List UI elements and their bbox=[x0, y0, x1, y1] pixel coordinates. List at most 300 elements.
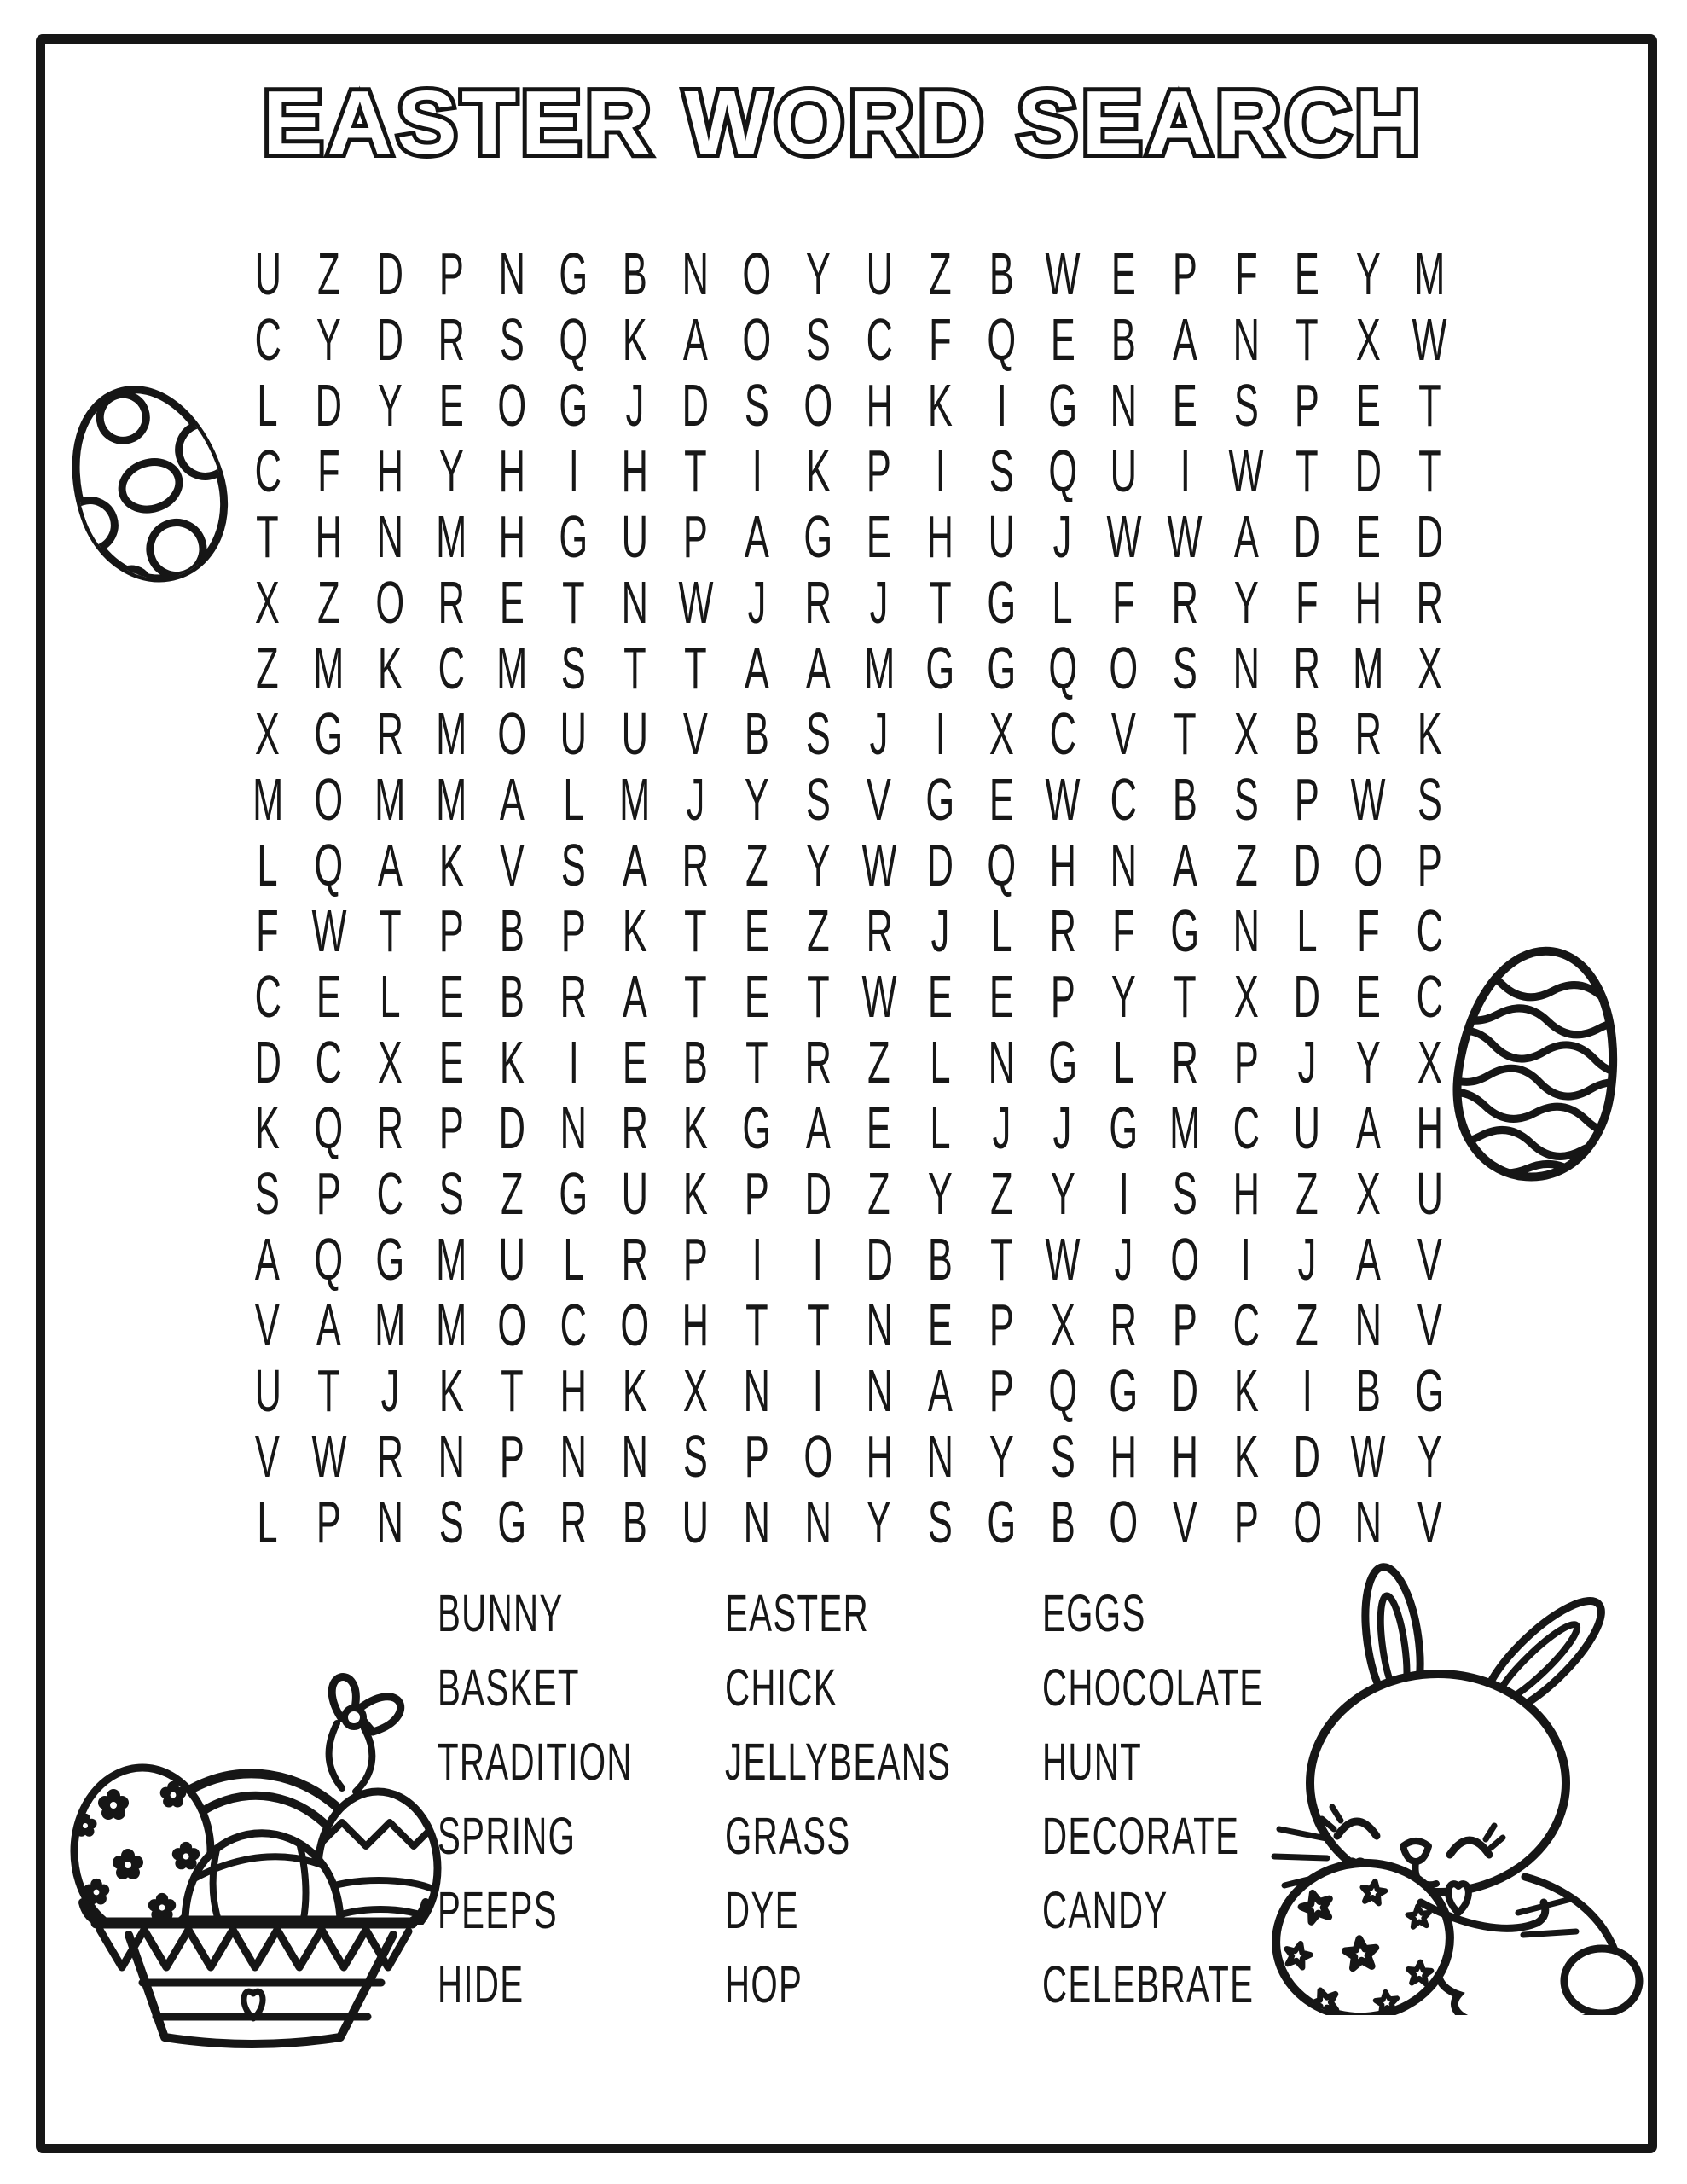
grid-cell: B bbox=[1050, 1488, 1075, 1555]
grid-cell: U bbox=[254, 1356, 281, 1424]
grid-cell: B bbox=[500, 897, 525, 964]
grid-cell: N bbox=[1110, 831, 1138, 898]
grid-cell: U bbox=[559, 700, 588, 767]
grid-cell: F bbox=[1112, 568, 1135, 636]
grid-cell: M bbox=[435, 1225, 467, 1292]
grid-cell: S bbox=[438, 1159, 464, 1227]
grid-cell: F bbox=[256, 897, 280, 964]
grid-cell: P bbox=[683, 502, 709, 570]
grid-cell: T bbox=[745, 1291, 768, 1358]
grid-cell: H bbox=[559, 1356, 588, 1424]
grid-cell: D bbox=[1354, 437, 1383, 504]
grid-cell: C bbox=[254, 305, 281, 373]
grid-cell: U bbox=[1416, 1159, 1443, 1227]
grid-cell: P bbox=[683, 1225, 709, 1292]
grid-cell: Z bbox=[501, 1159, 524, 1227]
grid-cell: E bbox=[867, 502, 892, 570]
grid-cell: T bbox=[684, 634, 707, 701]
grid-cell: Q bbox=[559, 305, 588, 373]
grid-cell: E bbox=[1355, 502, 1381, 570]
grid-cell: P bbox=[438, 1094, 464, 1161]
grid-cell: B bbox=[1355, 1356, 1381, 1424]
grid-cell: P bbox=[744, 1159, 769, 1227]
grid-cell: N bbox=[1354, 1291, 1383, 1358]
grid-cell: I bbox=[568, 437, 579, 504]
grid-cell: N bbox=[926, 1422, 954, 1490]
grid-cell: Q bbox=[987, 305, 1017, 373]
grid-cell: W bbox=[1045, 1225, 1081, 1292]
grid-cell: Q bbox=[1048, 437, 1077, 504]
grid-cell: L bbox=[257, 371, 278, 439]
grid-cell: R bbox=[1354, 700, 1383, 767]
grid-cell: S bbox=[683, 1422, 709, 1490]
grid-cell: C bbox=[438, 634, 465, 701]
grid-cell: O bbox=[1170, 1225, 1200, 1292]
grid-cell: I bbox=[935, 700, 946, 767]
word-list-column-2 bbox=[725, 1577, 1068, 2022]
grid-cell: Q bbox=[987, 831, 1017, 898]
word-list-item: EGGS bbox=[1042, 1584, 1146, 1642]
grid-cell: R bbox=[438, 568, 465, 636]
grid-cell: V bbox=[255, 1422, 281, 1490]
grid-cell: R bbox=[1294, 634, 1321, 701]
grid-cell: M bbox=[618, 765, 651, 833]
grid-cell: R bbox=[1049, 897, 1076, 964]
grid-cell: V bbox=[1417, 1291, 1442, 1358]
grid-cell: A bbox=[683, 305, 709, 373]
grid-cell: W bbox=[311, 1422, 347, 1490]
grid-cell: V bbox=[500, 831, 525, 898]
grid-cell: M bbox=[1353, 634, 1384, 701]
grid-cell: U bbox=[621, 502, 648, 570]
grid-cell: A bbox=[377, 831, 403, 898]
grid-cell: O bbox=[314, 765, 344, 833]
grid-cell: C bbox=[254, 437, 281, 504]
grid-cell: D bbox=[866, 1225, 893, 1292]
grid-cell: W bbox=[861, 962, 897, 1030]
grid-cell: U bbox=[988, 502, 1015, 570]
grid-cell: K bbox=[622, 1356, 647, 1424]
grid-cell: P bbox=[1233, 1488, 1259, 1555]
polka-dot-egg-icon bbox=[44, 375, 253, 593]
easter-basket-icon bbox=[47, 1636, 443, 2054]
grid-cell: C bbox=[315, 1028, 343, 1095]
grid-cell: J bbox=[992, 1094, 1012, 1161]
grid-cell: P bbox=[1417, 831, 1442, 898]
grid-cell: G bbox=[925, 634, 955, 701]
grid-cell: I bbox=[1118, 1159, 1129, 1227]
grid-cell: D bbox=[1294, 962, 1321, 1030]
grid-cell: T bbox=[806, 1291, 830, 1358]
grid-cell: U bbox=[498, 1225, 526, 1292]
grid-cell: B bbox=[500, 962, 525, 1030]
grid-cell: E bbox=[1295, 240, 1320, 307]
grid-cell: S bbox=[1172, 1159, 1197, 1227]
grid-cell: Y bbox=[1111, 962, 1137, 1030]
grid-cell: R bbox=[376, 1094, 403, 1161]
grid-cell: M bbox=[863, 634, 895, 701]
grid-cell: P bbox=[1295, 371, 1320, 439]
grid-cell: W bbox=[1350, 765, 1386, 833]
grid-cell: P bbox=[500, 1422, 525, 1490]
grid-cell: K bbox=[438, 831, 464, 898]
grid-cell: F bbox=[1296, 568, 1319, 636]
grid-cell: H bbox=[621, 437, 648, 504]
grid-cell: F bbox=[317, 437, 340, 504]
grid-cell: S bbox=[1172, 634, 1197, 701]
grid-cell: W bbox=[861, 831, 897, 898]
grid-cell: A bbox=[500, 765, 525, 833]
grid-cell: R bbox=[438, 305, 465, 373]
grid-cell: Z bbox=[806, 897, 830, 964]
grid-cell: L bbox=[930, 1094, 951, 1161]
grid-cell: L bbox=[1296, 897, 1318, 964]
grid-cell: G bbox=[1048, 1028, 1077, 1095]
grid-cell: R bbox=[376, 1422, 403, 1490]
grid-cell: H bbox=[1171, 1422, 1199, 1490]
grid-cell: O bbox=[742, 240, 772, 307]
grid-cell: V bbox=[255, 1291, 281, 1358]
grid-cell: M bbox=[374, 765, 406, 833]
grid-cell: W bbox=[678, 568, 714, 636]
word-search-grid bbox=[237, 241, 1460, 1554]
grid-cell: N bbox=[1110, 371, 1138, 439]
grid-cell: G bbox=[1048, 371, 1077, 439]
grid-cell: K bbox=[500, 1028, 525, 1095]
grid-cell: S bbox=[1233, 765, 1259, 833]
grid-cell: U bbox=[254, 240, 281, 307]
grid-cell: G bbox=[987, 568, 1017, 636]
word-list-item: CELEBRATE bbox=[1042, 1955, 1255, 2013]
grid-cell: K bbox=[622, 305, 647, 373]
grid-cell: G bbox=[314, 700, 344, 767]
grid-cell: C bbox=[1416, 962, 1443, 1030]
grid-cell: Y bbox=[988, 1422, 1014, 1490]
grid-cell: P bbox=[316, 1159, 342, 1227]
grid-cell: V bbox=[1417, 1488, 1442, 1555]
word-list-item: TRADITION bbox=[438, 1733, 633, 1791]
grid-cell: J bbox=[1053, 1094, 1072, 1161]
word-list-item: JELLYBEANS bbox=[725, 1733, 952, 1791]
grid-cell: A bbox=[744, 502, 769, 570]
grid-cell: N bbox=[376, 1488, 403, 1555]
grid-cell: Z bbox=[867, 1028, 891, 1095]
grid-cell: B bbox=[744, 700, 769, 767]
grid-cell: A bbox=[622, 831, 647, 898]
grid-cell: J bbox=[625, 371, 644, 439]
grid-cell: S bbox=[438, 1488, 464, 1555]
word-list-item: HUNT bbox=[1042, 1733, 1143, 1791]
grid-cell: Y bbox=[1355, 240, 1381, 307]
grid-cell: T bbox=[1296, 437, 1319, 504]
grid-cell: E bbox=[988, 962, 1014, 1030]
grid-cell: E bbox=[622, 1028, 647, 1095]
word-list-item: DECORATE bbox=[1042, 1807, 1240, 1865]
grid-cell: Z bbox=[317, 568, 340, 636]
grid-cell: R bbox=[559, 962, 588, 1030]
grid-cell: U bbox=[621, 700, 648, 767]
grid-cell: N bbox=[743, 1356, 771, 1424]
grid-cell: T bbox=[256, 502, 280, 570]
grid-cell: N bbox=[1232, 305, 1260, 373]
grid-cell: C bbox=[1049, 700, 1076, 767]
grid-cell: S bbox=[1050, 1422, 1075, 1490]
word-list-item: HIDE bbox=[438, 1955, 525, 2013]
grid-cell: B bbox=[1172, 765, 1197, 833]
grid-cell: R bbox=[866, 897, 893, 964]
grid-cell: X bbox=[1417, 1028, 1442, 1095]
grid-cell: C bbox=[1232, 1094, 1260, 1161]
grid-cell: Z bbox=[867, 1159, 891, 1227]
grid-cell: D bbox=[376, 305, 403, 373]
grid-cell: S bbox=[805, 765, 831, 833]
grid-cell: Z bbox=[989, 1159, 1013, 1227]
grid-cell: C bbox=[559, 1291, 588, 1358]
grid-cell: N bbox=[743, 1488, 771, 1555]
grid-cell: Q bbox=[1048, 1356, 1077, 1424]
grid-cell: F bbox=[1357, 897, 1380, 964]
grid-cell: W bbox=[1167, 502, 1203, 570]
grid-cell: F bbox=[1234, 240, 1258, 307]
grid-cell: X bbox=[255, 568, 281, 636]
grid-cell: T bbox=[929, 568, 952, 636]
grid-cell: P bbox=[867, 437, 892, 504]
grid-cell: P bbox=[1172, 1291, 1197, 1358]
grid-cell: N bbox=[866, 1291, 893, 1358]
grid-cell: P bbox=[438, 897, 464, 964]
grid-cell: H bbox=[498, 437, 526, 504]
grid-cell: Q bbox=[314, 1225, 344, 1292]
grid-cell: W bbox=[1045, 765, 1081, 833]
grid-cell: D bbox=[1171, 1356, 1199, 1424]
grid-cell: N bbox=[682, 240, 710, 307]
grid-cell: X bbox=[377, 1028, 403, 1095]
grid-cell: L bbox=[1113, 1028, 1134, 1095]
grid-cell: Y bbox=[1355, 1028, 1381, 1095]
word-list-item: CANDY bbox=[1042, 1881, 1168, 1939]
grid-cell: N bbox=[1354, 1488, 1383, 1555]
grid-cell: A bbox=[1172, 831, 1197, 898]
grid-cell: O bbox=[497, 371, 527, 439]
grid-cell: I bbox=[813, 1225, 824, 1292]
grid-cell: T bbox=[806, 962, 830, 1030]
grid-cell: X bbox=[683, 1356, 709, 1424]
grid-cell: O bbox=[1292, 1488, 1322, 1555]
grid-cell: B bbox=[683, 1028, 709, 1095]
word-list-item: PEEPS bbox=[438, 1881, 558, 1939]
grid-cell: W bbox=[311, 897, 347, 964]
grid-cell: X bbox=[1355, 1159, 1381, 1227]
grid-cell: A bbox=[805, 634, 831, 701]
grid-cell: N bbox=[1232, 897, 1260, 964]
grid-cell: W bbox=[1106, 502, 1142, 570]
grid-cell: K bbox=[1233, 1422, 1259, 1490]
grid-cell: N bbox=[559, 1094, 588, 1161]
grid-cell: Y bbox=[438, 437, 464, 504]
grid-cell: C bbox=[1110, 765, 1138, 833]
grid-cell: Z bbox=[1296, 1291, 1319, 1358]
grid-cell: R bbox=[1110, 1291, 1138, 1358]
grid-cell: E bbox=[928, 1291, 954, 1358]
grid-cell: O bbox=[375, 568, 405, 636]
grid-cell: Z bbox=[929, 240, 952, 307]
grid-cell: Y bbox=[805, 240, 831, 307]
grid-cell: I bbox=[751, 1225, 762, 1292]
grid-cell: K bbox=[683, 1094, 709, 1161]
grid-cell: B bbox=[928, 1225, 954, 1292]
grid-cell: R bbox=[621, 1225, 648, 1292]
grid-cell: R bbox=[1171, 1028, 1199, 1095]
grid-cell: O bbox=[497, 1291, 527, 1358]
grid-cell: U bbox=[1294, 1094, 1321, 1161]
grid-cell: R bbox=[1171, 568, 1199, 636]
grid-cell: D bbox=[1416, 502, 1443, 570]
grid-cell: K bbox=[1233, 1356, 1259, 1424]
grid-cell: E bbox=[1050, 305, 1075, 373]
grid-cell: T bbox=[317, 1356, 340, 1424]
grid-cell: E bbox=[928, 962, 954, 1030]
grid-cell: K bbox=[1417, 700, 1442, 767]
grid-cell: C bbox=[376, 1159, 403, 1227]
grid-cell: T bbox=[1296, 305, 1319, 373]
bunny-icon bbox=[1235, 1554, 1661, 2015]
grid-cell: C bbox=[866, 305, 893, 373]
grid-cell: D bbox=[1294, 1422, 1321, 1490]
grid-cell: L bbox=[563, 765, 584, 833]
grid-cell: J bbox=[869, 700, 889, 767]
grid-cell: L bbox=[930, 1028, 951, 1095]
grid-cell: D bbox=[926, 831, 954, 898]
grid-cell: X bbox=[255, 700, 281, 767]
striped-egg-icon bbox=[1438, 937, 1636, 1189]
grid-cell: U bbox=[1110, 437, 1138, 504]
grid-cell: L bbox=[563, 1225, 584, 1292]
grid-cell: E bbox=[1355, 962, 1381, 1030]
grid-cell: A bbox=[928, 1356, 954, 1424]
grid-cell: I bbox=[813, 1356, 824, 1424]
word-list-item: GRASS bbox=[725, 1807, 851, 1865]
grid-cell: M bbox=[435, 502, 467, 570]
grid-cell: I bbox=[568, 1028, 579, 1095]
grid-cell: P bbox=[438, 240, 464, 307]
grid-cell: A bbox=[255, 1225, 281, 1292]
grid-cell: T bbox=[1174, 700, 1197, 767]
word-list-item: DYE bbox=[725, 1881, 799, 1939]
grid-cell: K bbox=[438, 1356, 464, 1424]
grid-cell: P bbox=[1172, 240, 1197, 307]
grid-cell: J bbox=[1297, 1028, 1317, 1095]
word-list-item: EASTER bbox=[725, 1584, 870, 1642]
grid-cell: H bbox=[866, 1422, 893, 1490]
grid-cell: X bbox=[1233, 700, 1259, 767]
grid-cell: A bbox=[316, 1291, 342, 1358]
grid-cell: X bbox=[1233, 962, 1259, 1030]
grid-cell: V bbox=[1111, 700, 1137, 767]
grid-cell: I bbox=[751, 437, 762, 504]
grid-cell: Y bbox=[928, 1159, 954, 1227]
grid-cell: J bbox=[686, 765, 705, 833]
grid-cell: A bbox=[622, 962, 647, 1030]
grid-cell: P bbox=[744, 1422, 769, 1490]
grid-cell: J bbox=[747, 568, 767, 636]
grid-cell: T bbox=[378, 897, 402, 964]
grid-cell: T bbox=[501, 1356, 524, 1424]
grid-cell: J bbox=[1053, 502, 1072, 570]
grid-cell: B bbox=[1295, 700, 1320, 767]
grid-cell: N bbox=[1232, 634, 1260, 701]
grid-cell: G bbox=[925, 765, 955, 833]
grid-cell: D bbox=[804, 1159, 832, 1227]
grid-cell: G bbox=[559, 371, 588, 439]
grid-cell: M bbox=[496, 634, 528, 701]
grid-cell: G bbox=[559, 502, 588, 570]
grid-cell: G bbox=[1415, 1356, 1445, 1424]
grid-cell: T bbox=[1417, 371, 1441, 439]
grid-cell: M bbox=[435, 765, 467, 833]
grid-cell: O bbox=[1354, 831, 1383, 898]
grid-cell: X bbox=[1355, 305, 1381, 373]
grid-cell: T bbox=[989, 1225, 1013, 1292]
grid-cell: X bbox=[1050, 1291, 1075, 1358]
grid-cell: X bbox=[1417, 634, 1442, 701]
grid-cell: L bbox=[991, 897, 1012, 964]
grid-cell: Q bbox=[1048, 634, 1077, 701]
grid-cell: L bbox=[380, 962, 401, 1030]
grid-cell: Z bbox=[317, 240, 340, 307]
grid-cell: A bbox=[1355, 1225, 1381, 1292]
grid-cell: Y bbox=[316, 305, 342, 373]
grid-cell: G bbox=[1109, 1094, 1139, 1161]
grid-cell: T bbox=[1417, 437, 1441, 504]
grid-cell: D bbox=[254, 1028, 281, 1095]
grid-cell: C bbox=[254, 962, 281, 1030]
grid-cell: N bbox=[866, 1356, 893, 1424]
grid-cell: P bbox=[560, 897, 586, 964]
grid-cell: P bbox=[988, 1356, 1014, 1424]
grid-cell: O bbox=[803, 371, 833, 439]
grid-cell: K bbox=[622, 897, 647, 964]
grid-cell: U bbox=[866, 240, 893, 307]
grid-cell: W bbox=[1412, 305, 1447, 373]
grid-cell: K bbox=[928, 371, 954, 439]
grid-cell: L bbox=[257, 831, 278, 898]
grid-cell: M bbox=[435, 700, 467, 767]
grid-cell: E bbox=[438, 1028, 464, 1095]
grid-cell: K bbox=[255, 1094, 281, 1161]
word-list-column-1 bbox=[438, 1577, 733, 2022]
grid-cell: D bbox=[682, 371, 710, 439]
grid-cell: A bbox=[744, 634, 769, 701]
grid-cell: I bbox=[935, 437, 946, 504]
grid-cell: C bbox=[1416, 897, 1443, 964]
grid-cell: Z bbox=[745, 831, 768, 898]
grid-cell: S bbox=[500, 305, 525, 373]
grid-cell: A bbox=[1355, 1094, 1381, 1161]
grid-cell: M bbox=[435, 1291, 467, 1358]
grid-cell: O bbox=[620, 1291, 649, 1358]
grid-cell: G bbox=[987, 634, 1017, 701]
word-list-item: HOP bbox=[725, 1955, 803, 2013]
grid-cell: H bbox=[1354, 568, 1383, 636]
grid-cell: D bbox=[315, 371, 343, 439]
grid-cell: D bbox=[376, 240, 403, 307]
grid-cell: G bbox=[1170, 897, 1200, 964]
grid-cell: B bbox=[1111, 305, 1137, 373]
grid-cell: R bbox=[804, 1028, 832, 1095]
grid-cell: S bbox=[744, 371, 769, 439]
grid-cell: P bbox=[1233, 1028, 1259, 1095]
grid-cell: J bbox=[869, 568, 889, 636]
